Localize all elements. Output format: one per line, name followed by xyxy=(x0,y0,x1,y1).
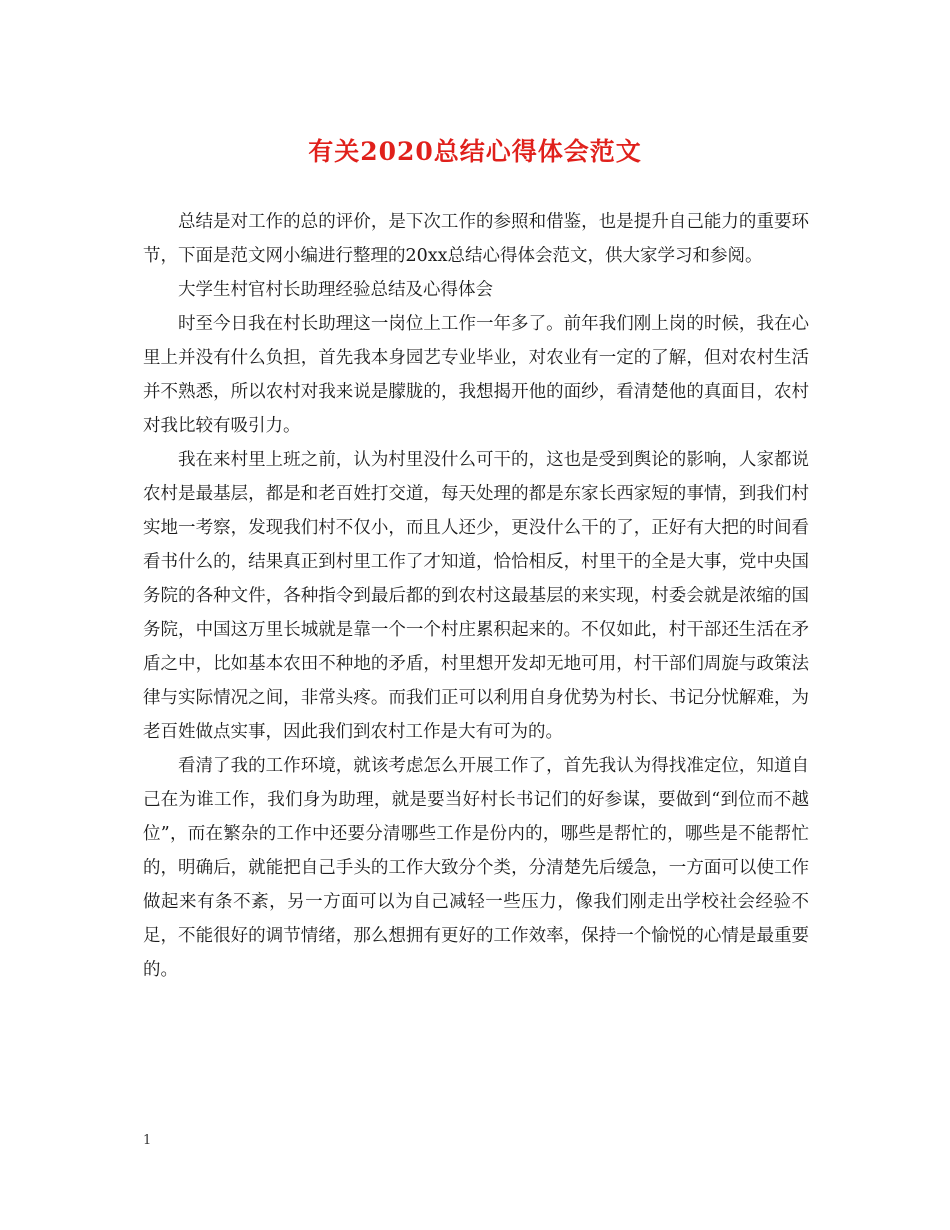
paragraph: 看清了我的工作环境，就该考虑怎么开展工作了，首先我认为得找准定位，知道自己在为谁工作，我们身为助理，就是要当好村长书记们的好参谋，要做到“到位而不越位”，而在繁杂的工作中还要分清哪些工作是份内的，哪些是帮忙的，哪些是不能帮忙的，明确后，就能把自己手头的工作大致分个类，分清楚先后缓急，一方面可以使工作做起来有条不紊，另一方面可以为自己减轻一些压力，像我们刚走出学校社会经验不足，不能很好的调节情绪，那么想拥有更好的工作效率，保持一个愉悦的心情是最重要的。 xyxy=(143,756,809,980)
section-heading: 大学生村官村长助理经验总结及心得体会 xyxy=(178,280,493,300)
paragraph: 时至今日我在村长助理这一岗位上工作一年多了。前年我们刚上岗的时候，我在心里上并没有什么负担，首先我本身园艺专业毕业，对农业有一定的了解，但对农村生活并不熟悉，所以农村对我来说是朦胧的，我想揭开他的面纱，看清楚他的真面目，农村对我比较有吸引力。 xyxy=(143,314,809,436)
paragraph: 我在来村里上班之前，认为村里没什么可干的，这也是受到舆论的影响，人家都说农村是最基层，都是和老百姓打交道，每天处理的都是东家长西家短的事情，到我们村实地一考察，发现我们村不仅小，而且人还少，更没什么干的了，正好有大把的时间看看书什么的，结果真正到村里工作了才知道，恰恰相反，村里干的全是大事，党中央国务院的各种文件，各种指令到最后都的到农村这最基层的来实现，村委会就是浓缩的国务院，中国这万里长城就是靠一个一个村庄累积起来的。不仅如此，村干部还生活在矛盾之中，比如基本农田不种地的矛盾，村里想开发却无地可用，村干部们周旋与政策法律与实际情况之间，非常头疼。而我们正可以利用自身优势为村长、书记分忧解难，为老百姓做点实事，因此我们到农村工作是大有可为的。 xyxy=(143,450,809,742)
paragraph-intro: 总结是对工作的总的评价，是下次工作的参照和借鉴，也是提升自己能力的重要环节，下面是范文网小编进行整理的20xx总结心得体会范文，供大家学习和参阅。 xyxy=(143,212,809,266)
document-body xyxy=(143,205,809,987)
page-number: 1 xyxy=(143,1133,152,1148)
document-title: 有关2020总结心得体会范文 xyxy=(308,137,642,166)
